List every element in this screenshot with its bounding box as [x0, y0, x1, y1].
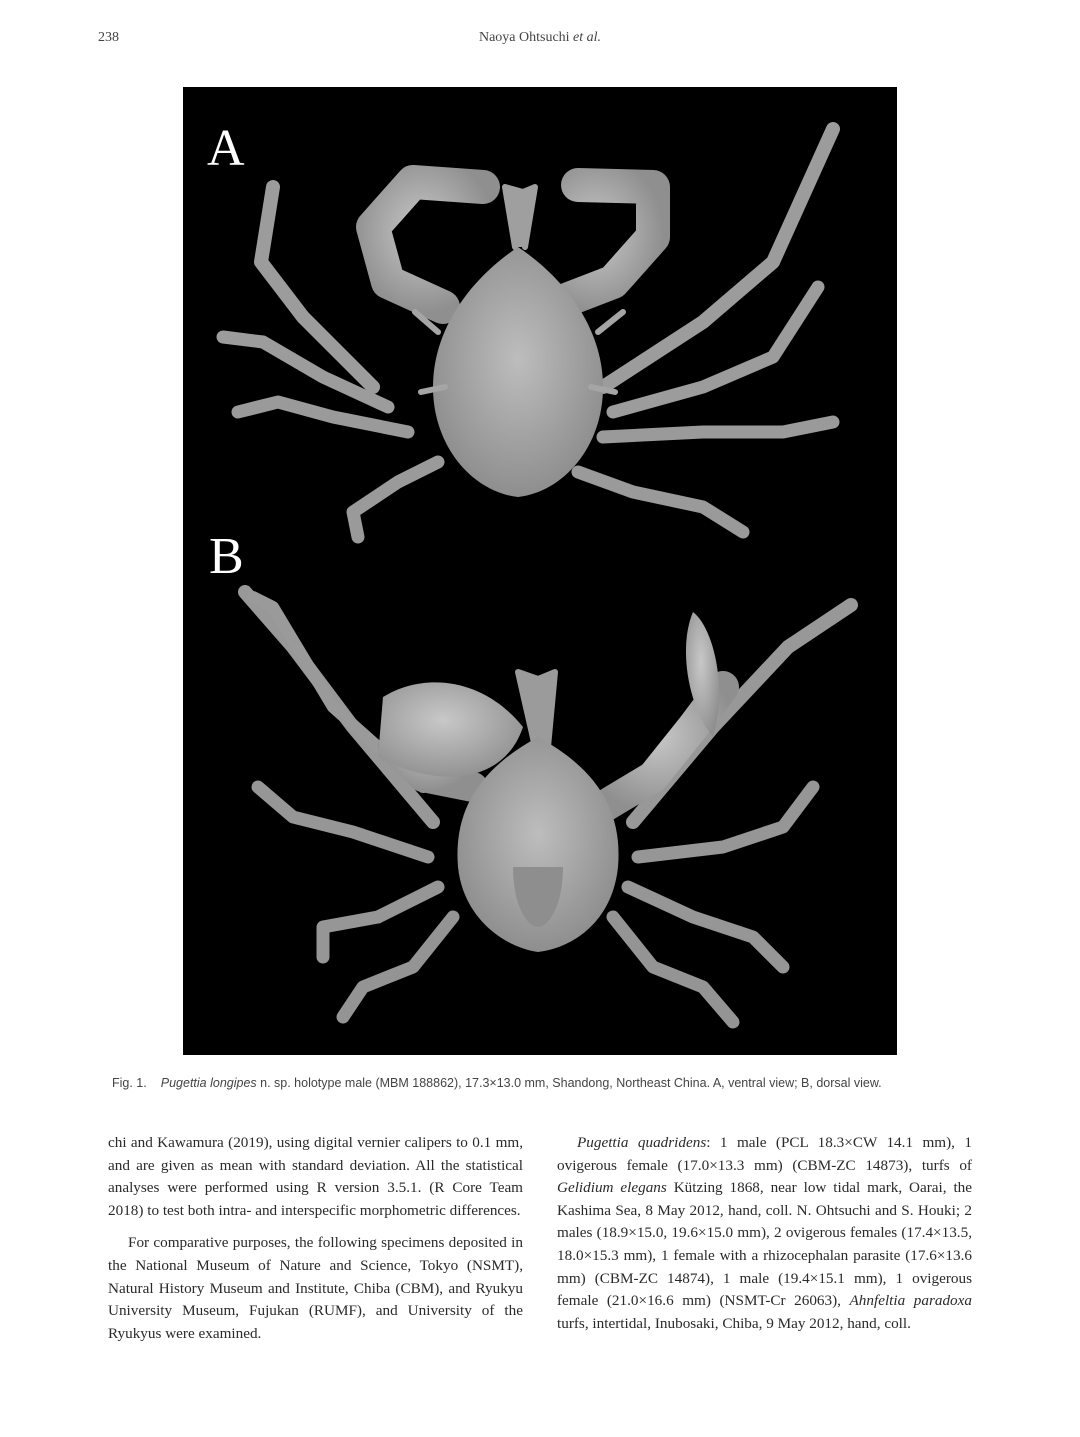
species-name-1: Pugettia quadridens: [577, 1134, 707, 1151]
panel-label-b: B: [209, 528, 244, 585]
crab-photographs: [183, 87, 897, 1055]
caption-label: Fig. 1.: [112, 1076, 147, 1090]
crab-specimen-b: [245, 592, 851, 1022]
specimen-text-1: : 1 male (PCL 18.3×CW 14.1 mm), 1 ovigerous female (17.0×13.3 mm) (CBM-ZC 14873), turfs of: [557, 1134, 972, 1174]
panel-label-a: A: [207, 120, 245, 177]
left-paragraph-2: For comparative purposes, the following specimens deposited in the National Museum of Nature and Science, Tokyo (NSMT), Natural History Museum and Institute, Chiba (CBM), and Ryukyu University Museum, Fujukan (RUMF), and University of the Ryukyus were examined.: [108, 1234, 523, 1342]
crab-specimen-a: [223, 129, 833, 537]
left-paragraph-1: chi and Kawamura (2019), using digital vernier calipers to 0.1 mm, and are given as mean with standard deviation. All the statistical analyses were performed using R version 3.5.1. (R Core Team 2018) to test both intra- and interspecific morphometric differences.: [108, 1134, 523, 1219]
right-column: [557, 1132, 972, 1335]
running-head-authors: Naoya Ohtsuchi: [478, 30, 570, 45]
figure-panel: [183, 87, 897, 1055]
running-head: [0, 30, 1080, 46]
right-paragraph-1: [557, 1132, 972, 1335]
caption-text: n. sp. holotype male (MBM 188862), 17.3×13.0 mm, Shandong, Northeast China. A, ventral view; B, dorsal view.: [256, 1076, 882, 1090]
running-head-etal: et al.: [573, 30, 602, 45]
species-name-3: Ahnfeltia paradoxa: [849, 1292, 972, 1310]
caption-species: Pugettia longipes: [160, 1076, 257, 1090]
specimen-text-2: Kützing 1868, near low tidal mark, Oarai, the Kashima Sea, 8 May 2012, hand, coll. N. Ohtsuchi and S. Houki; 2 males (18.9×15.0, 19.6×15.0 mm), 2 ovigerous females (17.4×13.5, 18.0×15.3 mm), 1 female with a rhizocephalan parasite (17.6×13.6 mm) (CBM-ZC 14874), 1 male (19.4×15.1 mm), 1 ovigerous female (21.0×16.6 mm) (NSMT-Cr 26063),: [557, 1179, 972, 1310]
figure-caption: [112, 1076, 992, 1090]
species-name-2: Gelidium elegans: [557, 1179, 667, 1197]
specimen-text-3: turfs, intertidal, Inubosaki, Chiba, 9 May 2012, hand, coll.: [557, 1314, 911, 1332]
left-column: [108, 1132, 523, 1345]
page-number: 238: [98, 30, 119, 45]
